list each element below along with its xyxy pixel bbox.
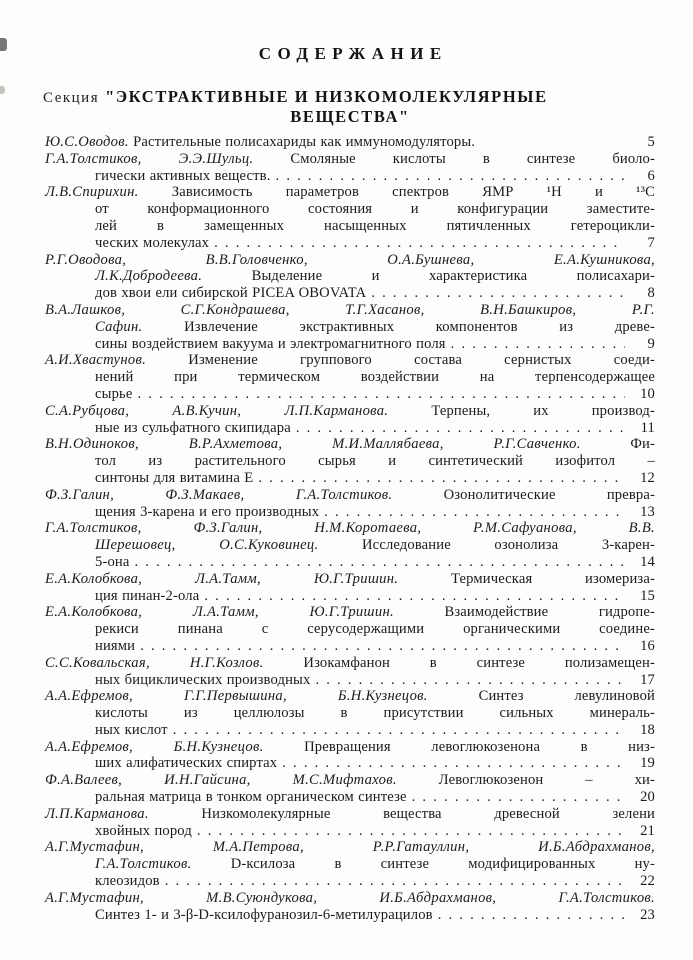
page-number: 10 [640, 385, 655, 402]
toc-line-text: лей в замещенных насыщенных пятичленных гетероцикли- [95, 217, 655, 234]
page-number: 9 [647, 335, 655, 352]
toc-line-text: сины воздействием вакуума и электромагнитного поля [95, 335, 446, 352]
toc-line-text: рекиси пинана с серусодержащими органическими соедине- [95, 621, 655, 638]
toc-entry [45, 739, 655, 773]
toc-line-text: Шерешовец, О.С.Куковинец. Исследование озонолиза 3-карен- [95, 537, 655, 554]
page-number: 11 [640, 419, 655, 436]
page-number: 16 [640, 637, 655, 654]
author-names: Р.Г.Оводова, В.В.Головченко, О.А.Бушнева, Е.А.Кушникова, [45, 251, 655, 268]
toc-line-text: Сафин. Извлечение экстрактивных компонентов из древе- [95, 318, 655, 335]
toc-line [45, 554, 655, 571]
toc-line [45, 369, 655, 386]
author-names: В.А.Лашков, С.Г.Кондрашева, Т.Г.Хасанов, В.Н.Башкиров, Р.Г. [45, 301, 655, 318]
toc-line-text: Г.А.Толстиков, Э.Э.Шульц. Смоляные кислоты в синтезе биоло- [45, 150, 656, 167]
author-names: Г.А.Толстиков. [95, 856, 192, 873]
page-number: 19 [640, 755, 655, 772]
toc-line [45, 537, 655, 554]
toc-line [45, 638, 655, 655]
toc-line [45, 722, 655, 739]
author-names: А.Г.Мустафин, М.В.Суюндукова, И.Б.Абдрахманов, Г.А.Толстиков. [45, 889, 655, 906]
author-names: С.С.Ковальская, Н.Г.Козлов. [45, 654, 264, 671]
dot-leader [135, 554, 626, 571]
section-name: "ЭКСТРАКТИВНЫЕ И НИЗКОМОЛЕКУЛЯРНЫЕ [105, 87, 548, 106]
author-names: Шерешовец, О.С.Куковинец. [95, 537, 319, 554]
toc-line-text: синтоны для витамина Е [95, 469, 254, 486]
toc-line-text: ных кислот [95, 721, 168, 738]
page-number: 14 [640, 553, 655, 570]
author-names: Л.П.Карманова. [45, 805, 149, 822]
toc-line-text: Е.А.Колобкова, Л.А.Тамм, Ю.Г.Тришин. Взаимодействие гидропе- [45, 604, 655, 621]
dot-leader [197, 823, 625, 840]
toc-entry [45, 604, 655, 654]
dot-leader [165, 873, 625, 890]
toc-line-text: ческих молекулах [95, 234, 210, 251]
toc-line [45, 218, 655, 235]
toc-line-text: Л.В.Спирихин. Зависимость параметров спектров ЯМР ¹Н и ¹³С [45, 184, 655, 201]
toc-line-text: тол из растительного сырья и синтетический изофитол – [95, 453, 655, 470]
toc-line [45, 772, 655, 789]
toc-line-text: Е.А.Колобкова, Л.А.Тамм, Ю.Г.Тришин. Термическая изомериза- [45, 570, 655, 587]
author-names: Ф.А.Валеев, И.Н.Гайсина, М.С.Мифтахов. [45, 772, 397, 789]
toc-line-text: С.С.Ковальская, Н.Г.Козлов. Изокамфанон в синтезе полизамещен- [45, 654, 655, 671]
toc-line [45, 571, 655, 588]
author-names: Г.А.Толстиков, Э.Э.Шульц. [45, 150, 254, 167]
dot-leader [315, 672, 625, 689]
author-names: Е.А.Колобкова, Л.А.Тамм, Ю.Г.Тришин. [45, 604, 394, 621]
toc-line [45, 672, 655, 689]
author-names: А.А.Ефремов, Б.Н.Кузнецов. [45, 738, 264, 755]
toc-entry [45, 839, 655, 889]
page-number: 17 [640, 671, 655, 688]
toc-line [45, 184, 655, 201]
author-names: А.Г.Мустафин, М.А.Петрова, Р.Р.Гатауллин, И.Б.Абдрахманов, [45, 839, 655, 856]
toc-line-text: Ф.А.Валеев, И.Н.Гайсина, М.С.Мифтахов. Левоглюкозенон – хи- [45, 772, 655, 789]
toc-entry [45, 890, 655, 924]
toc-entry [45, 252, 655, 302]
toc-line [45, 604, 655, 621]
author-names: А.А.Ефремов, Г.Г.Первышина, Б.Н.Кузнецов. [45, 688, 428, 705]
toc-line [45, 386, 655, 403]
toc-line-text [45, 252, 655, 268]
toc-line [45, 470, 655, 487]
toc-entry [45, 655, 655, 689]
author-names: Ф.З.Галин, Ф.З.Макаев, Г.А.Толстиков. [45, 486, 393, 503]
toc-entry [45, 151, 655, 185]
toc-line [45, 151, 655, 168]
page-number: 13 [640, 503, 655, 520]
toc-line [45, 823, 655, 840]
page-number: 12 [640, 469, 655, 486]
toc-line-text: от конформационного состояния и конфигурации заместите- [95, 201, 655, 218]
author-names: Сафин. [95, 318, 143, 335]
toc-line [45, 487, 655, 504]
section-name-continued: ВЕЩЕСТВА" [290, 107, 410, 126]
toc-entry [45, 520, 655, 570]
scan-artifact [0, 86, 5, 94]
toc-line [45, 453, 655, 470]
page-number: 21 [640, 822, 655, 839]
toc-line-text: А.А.Ефремов, Б.Н.Кузнецов. Превращения левоглюкозенона в низ- [45, 738, 655, 755]
page-title: СОДЕРЖАНИЕ [258, 44, 448, 63]
author-names: Г.А.Толстиков, Ф.З.Галин, Н.М.Коротаева, Р.М.Сафуанова, В.В. [45, 520, 655, 537]
author-names: С.А.Рубцова, А.В.Кучин, Л.П.Карманова. [45, 402, 389, 419]
toc-line-text [45, 302, 655, 318]
dot-leader [438, 907, 625, 924]
dot-leader [258, 470, 625, 487]
toc-line-text [45, 520, 655, 536]
page-number: 8 [647, 285, 655, 302]
toc-line-text: дов хвои ели сибирской PICEA OBOVATA [95, 285, 367, 302]
dot-leader [324, 504, 625, 521]
toc-entry [45, 571, 655, 605]
toc-line-text: ших алифатических спиртах [95, 755, 278, 772]
toc-line [45, 201, 655, 218]
toc-entry [45, 352, 655, 402]
section-prefix: Секция [43, 90, 100, 106]
toc-line [45, 705, 655, 722]
dot-leader [140, 638, 625, 655]
dot-leader [214, 235, 625, 252]
author-names: В.Н.Одиноков, В.Р.Ахметова, М.И.Маллябаева, Р.Г.Савченко. [45, 436, 581, 453]
dot-leader [204, 588, 625, 605]
toc-line-text: Синтез 1- и 3-β-D-ксилофуранозил-6-метилурацилов [95, 906, 433, 923]
toc-line-text: Л.П.Карманова. Низкомолекулярные вещества древесной зелени [45, 805, 655, 822]
toc-line-text: гически активных веществ. [95, 167, 271, 184]
page-number: 20 [640, 789, 655, 806]
toc-line-text: нений при термическом воздействии на терпенсодержащее [95, 369, 655, 386]
author-names: Л.К.Добродеева. [95, 268, 203, 285]
section-heading-line2 [45, 108, 655, 127]
toc-line [45, 789, 655, 806]
dot-leader [276, 168, 625, 185]
toc-line [45, 856, 655, 873]
page-number: 23 [640, 906, 655, 923]
toc-line-text: ниями [95, 637, 136, 654]
toc-entry [45, 403, 655, 437]
toc-line [45, 403, 655, 420]
toc-line-text: хвойных пород [95, 822, 192, 839]
toc-line [45, 907, 655, 924]
section-heading-line1 [43, 88, 655, 107]
page-number: 18 [640, 721, 655, 738]
toc-line [45, 436, 655, 453]
toc-entry [45, 487, 655, 521]
author-names: Л.В.Спирихин. [45, 184, 139, 201]
toc-line [45, 285, 655, 302]
page-number: 5 [647, 134, 655, 150]
scan-artifact [0, 38, 7, 51]
toc-line [45, 806, 655, 823]
toc-line [45, 319, 655, 336]
toc-line-text [45, 890, 655, 906]
toc-line-text: Г.А.Толстиков. D-ксилоза в синтезе модифицированных ну- [95, 856, 655, 873]
dot-leader [412, 789, 625, 806]
toc-line-text: ных бициклических производных [95, 671, 311, 688]
toc-line [45, 588, 655, 605]
dot-leader [296, 420, 625, 437]
section-heading [45, 88, 655, 127]
toc-entry [45, 806, 655, 840]
toc-line [45, 890, 655, 907]
toc-line [45, 302, 655, 319]
toc-line [45, 739, 655, 756]
toc-line-text: ция пинан-2-ола [95, 587, 200, 604]
toc-line-text: ные из сульфатного скипидара [95, 419, 291, 436]
toc-entry [45, 436, 655, 486]
page-number: 6 [647, 167, 655, 184]
dot-leader [451, 336, 625, 353]
toc-line [45, 873, 655, 890]
toc-line [45, 504, 655, 521]
toc-entry [45, 134, 655, 151]
toc-line [45, 168, 655, 185]
dot-leader [173, 722, 625, 739]
toc-line-text [45, 839, 655, 855]
toc-line [45, 688, 655, 705]
toc-line-text: А.И.Хвастунов. Изменение группового состава сернистых соеди- [45, 352, 655, 369]
toc-line [45, 134, 655, 151]
toc-entry [45, 688, 655, 738]
toc-line-text: Л.К.Добродеева. Выделение и характеристика полисахари- [95, 268, 655, 285]
toc-line [45, 755, 655, 772]
toc-line-text: сырье [95, 385, 133, 402]
toc-line-text: Ю.С.Оводов. Растительные полисахариды как иммуномодуляторы. [45, 134, 476, 150]
dot-leader [137, 386, 625, 403]
dot-leader [282, 755, 625, 772]
toc-entry [45, 302, 655, 352]
toc-line [45, 336, 655, 353]
toc-line [45, 839, 655, 856]
toc-entry [45, 772, 655, 806]
page-number: 7 [647, 234, 655, 251]
toc-line [45, 235, 655, 252]
toc-line-text: ральная матрица в тонком органическом синтезе [95, 789, 407, 806]
toc-line [45, 252, 655, 269]
toc-line [45, 268, 655, 285]
toc-line [45, 520, 655, 537]
author-names: А.И.Хвастунов. [45, 352, 147, 369]
dot-leader [371, 285, 625, 302]
toc-entries [45, 134, 655, 923]
page-number: 22 [640, 873, 655, 890]
toc-line-text: кислоты из целлюлозы в присутствии сильных минераль- [95, 705, 655, 722]
toc-line [45, 621, 655, 638]
toc-line-text: Ф.З.Галин, Ф.З.Макаев, Г.А.Толстиков. Озонолитические превра- [45, 486, 655, 503]
toc-line-text: А.А.Ефремов, Г.Г.Первышина, Б.Н.Кузнецов. Синтез левулиновой [45, 688, 655, 705]
toc-line [45, 352, 655, 369]
toc-line-text: С.А.Рубцова, А.В.Кучин, Л.П.Карманова. Терпены, их производ- [45, 402, 656, 419]
toc-line [45, 655, 655, 672]
toc-line-text: щения 3-карена и его производных [95, 503, 320, 520]
author-names: Ю.С.Оводов. [45, 134, 129, 150]
toc-line-text: В.Н.Одиноков, В.Р.Ахметова, М.И.Маллябаева, Р.Г.Савченко. Фи- [45, 436, 655, 453]
author-names: Е.А.Колобкова, Л.А.Тамм, Ю.Г.Тришин. [45, 570, 399, 587]
page-number: 15 [640, 587, 655, 604]
toc-line-text: 5-она [95, 553, 130, 570]
toc-entry [45, 184, 655, 251]
toc-line-text: клеозидов [95, 873, 160, 890]
toc-line [45, 420, 655, 437]
